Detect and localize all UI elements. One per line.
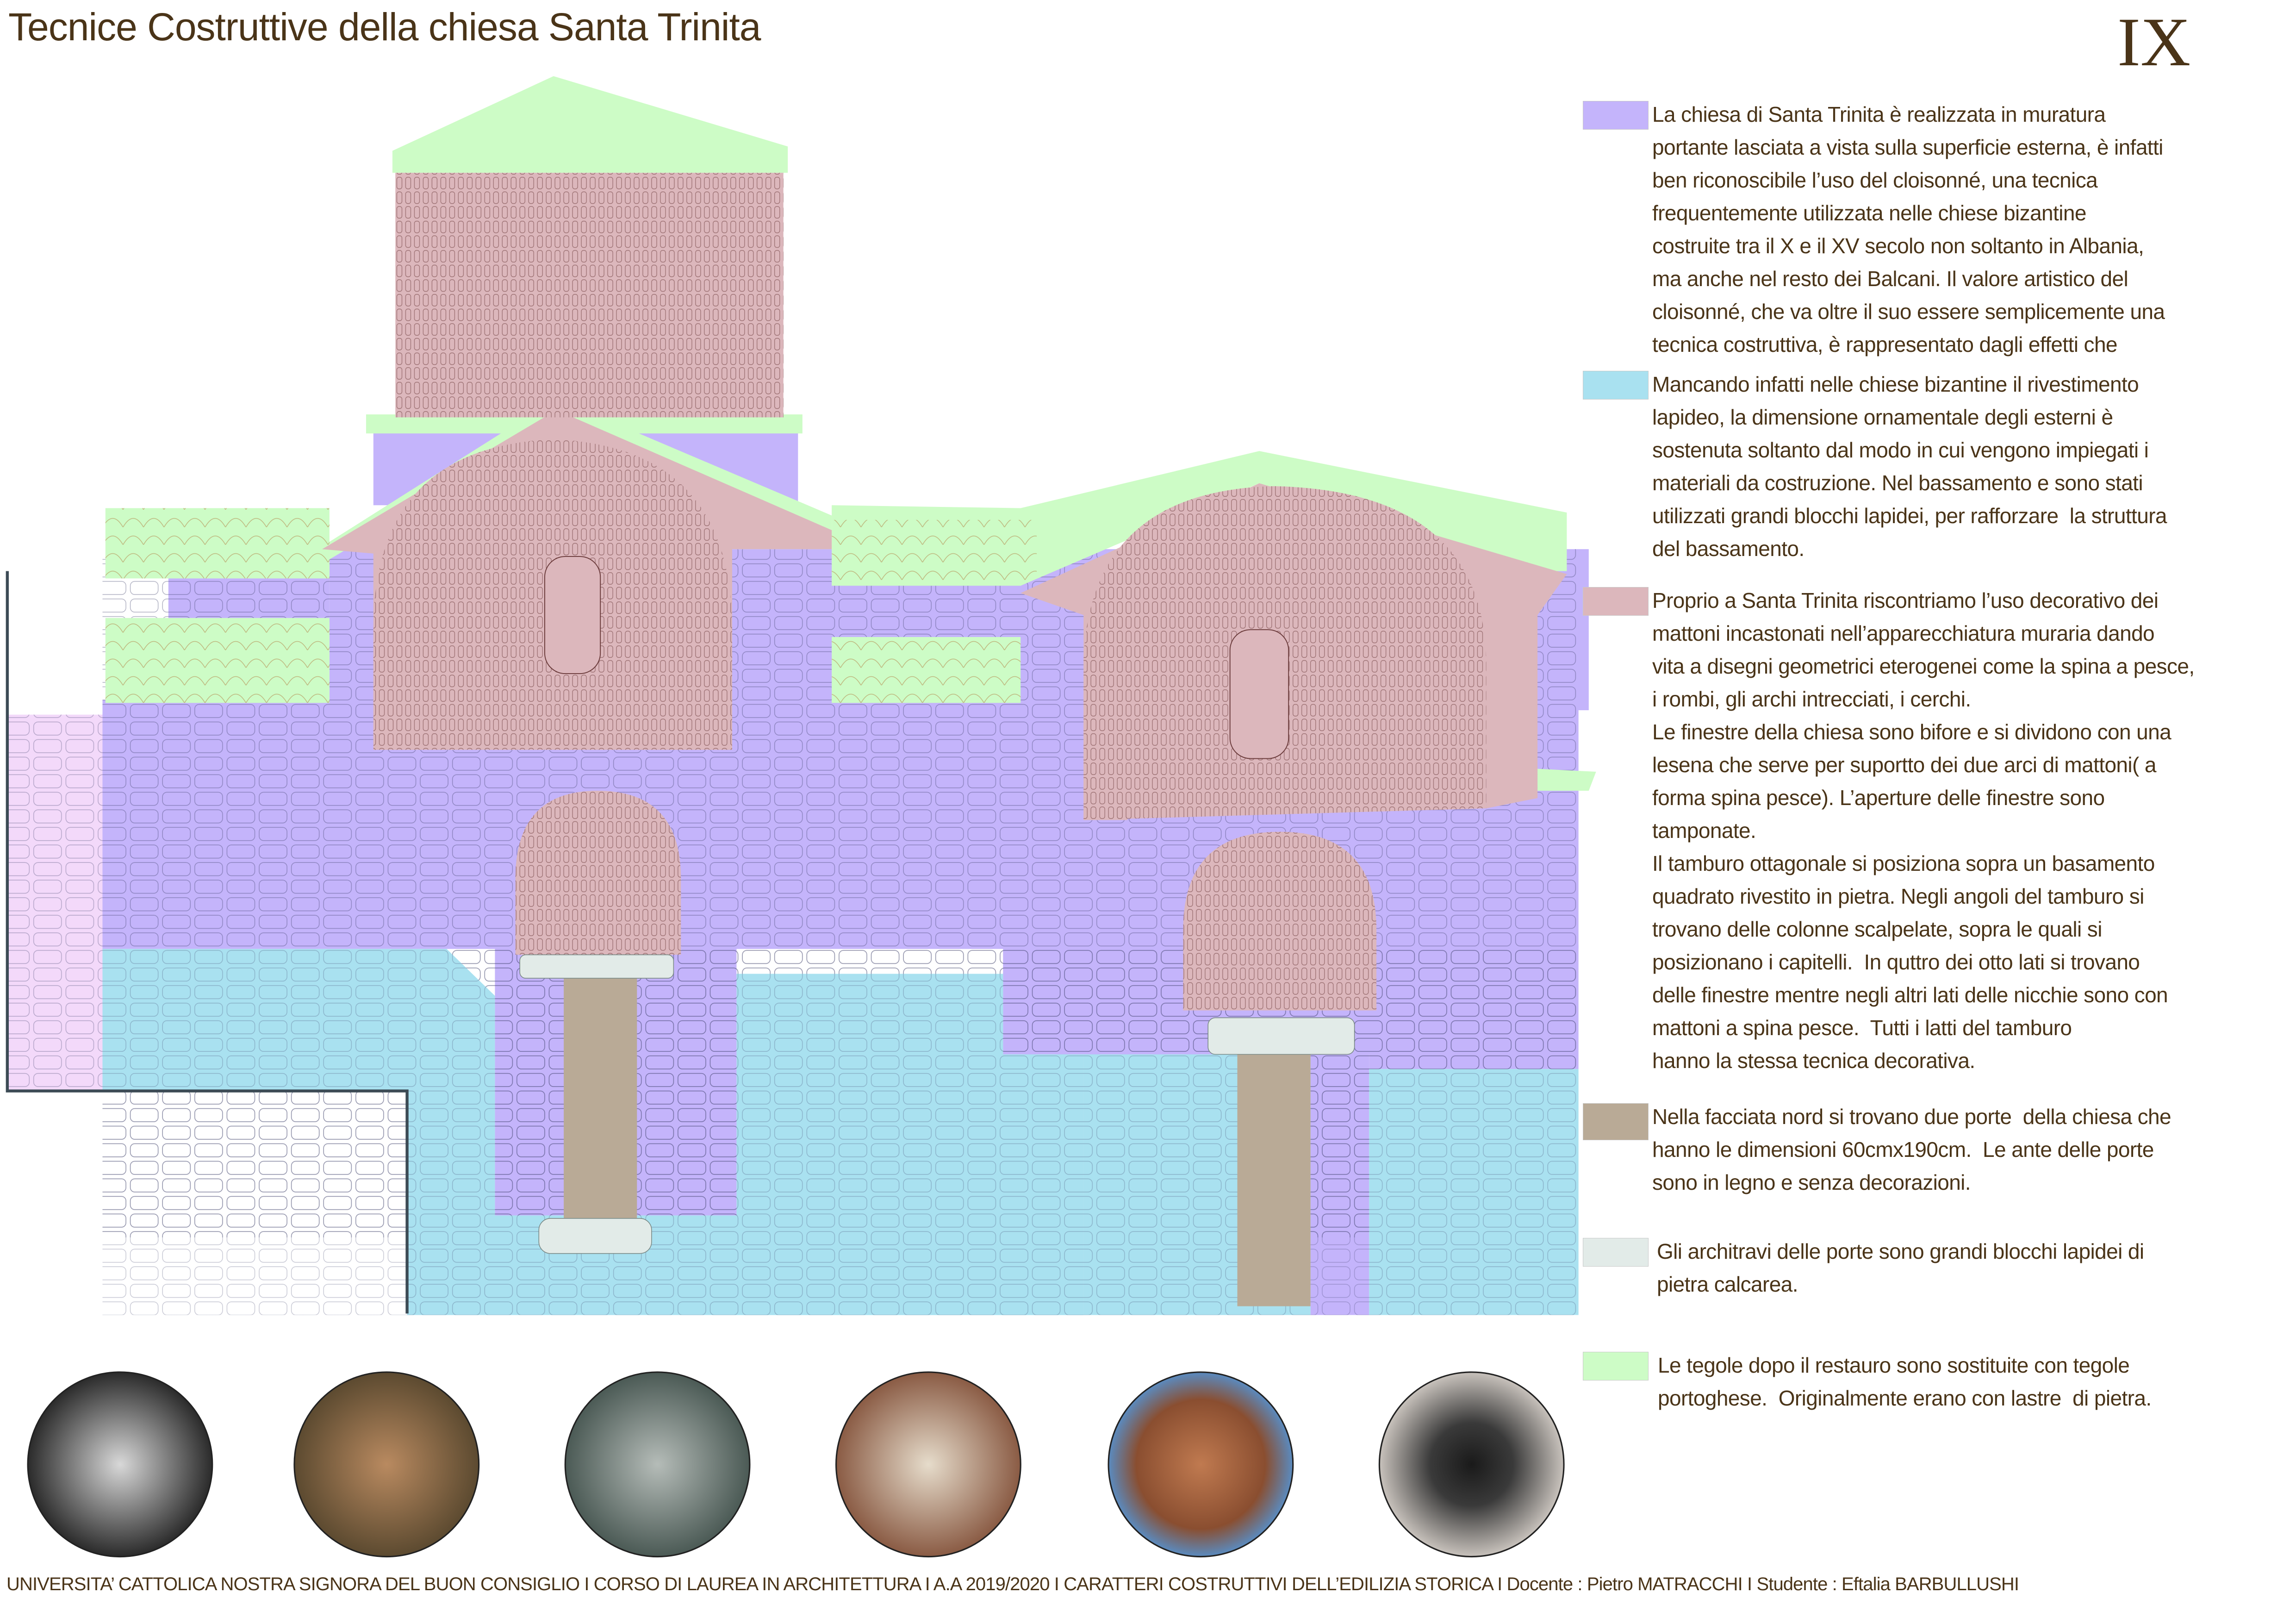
footer-credits: UNIVERSITA’ CATTOLICA NOSTRA SIGNORA DEL BUON CONSIGLIO I CORSO DI LAUREA IN ARCHITETTURA I A.A 2019/2020 I CARATTERI COSTRUTTIVI DELL’EDILIZIA STORICA I Docente : Pietro MATRACCHI I Studente : Eftalia BARBULLUSHI [6, 1574, 2019, 1594]
swatch-brick-decoration [1583, 587, 1649, 616]
photo-circle-1 [28, 1372, 212, 1557]
legend-text: Mancando infatti nelle chiese bizantine il rivestimento lapideo, la dimensione ornamentale degli esterni è sostenuta soltanto dal modo in cui vengono impiegati i materiali da costruzione. Nel bassamento e sono stati utilizzati grandi blocchi lapidei, per rafforzare la struttura del bassamento. [1652, 372, 2167, 561]
legend-text: Gli architravi delle porte sono grandi blocchi lapidei di pietra calcarea. [1657, 1239, 2144, 1296]
swatch-lintels [1583, 1238, 1649, 1267]
photo-circle-6 [1379, 1372, 1564, 1557]
legend-text: Proprio a Santa Trinita riscontriamo l’uso decorativo dei mattoni incastonati nell’apparecchiatura muraria dando vita a disegni geometrici eterogenei come la spina a pesce, i rombi, gli archi intrecciati, i cerchi. Le finestre della chiesa sono bifore e si dividono con una lesena che serve per suportto dei due arci di mattoni( a forma spina pesce). L’aperture delle finestre sono tamponate. Il tamburo ottagonale si posiziona sopra un basamento quadrato rivestito in pietra. Negli angoli del tamburo si trovano delle colonne scalpelate, sopra le quali si posizionano i capitelli. In quttro dei otto lati si trovano delle finestre mentre negli altri lati delle nicchie sono con mattoni a spina pesce. Tutti i latti del tamburo hanno la stessa tecnica decorativa. [1652, 588, 2195, 1073]
photo-circle-3 [565, 1372, 750, 1557]
swatch-stone-cladding [1583, 371, 1649, 400]
swatch-masonry [1583, 101, 1649, 130]
swatch-roof-tiles [1583, 1352, 1649, 1380]
photo-circle-5 [1108, 1372, 1293, 1557]
page-title: Tecnice Costruttive della chiesa Santa Trinita [8, 5, 761, 49]
photo-circle-4 [836, 1372, 1021, 1557]
legend-text: Le tegole dopo il restauro sono sostituite con tegole portoghese. Originalmente erano con lastre di pietra. [1658, 1353, 2152, 1410]
photo-strip [28, 1372, 1564, 1557]
legend-text: Nella facciata nord si trovano due porte della chiesa che hanno le dimensioni 60cmx190cm. Le ante delle porte sono in legno e senza decorazioni. [1652, 1105, 2171, 1194]
legend-text: La chiesa di Santa Trinita è realizzata in muratura portante lasciata a vista sulla superficie esterna, è infatti ben riconoscibile l’uso del cloisonné, una tecnica frequentemente utilizzata nelle chiese bizantine costruite tra il X e il XV secolo non soltanto in Albania, ma anche nel resto dei Balcani. Il valore artistico del cloisonné, che va oltre il suo essere semplicemente una tecnica costruttiva, è rappresentato dagli effetti che [1652, 102, 2165, 356]
photo-circle-2 [294, 1372, 479, 1557]
swatch-doors [1583, 1103, 1649, 1140]
plate-number: IX [2117, 4, 2191, 81]
adjacent-wall [7, 715, 103, 1091]
